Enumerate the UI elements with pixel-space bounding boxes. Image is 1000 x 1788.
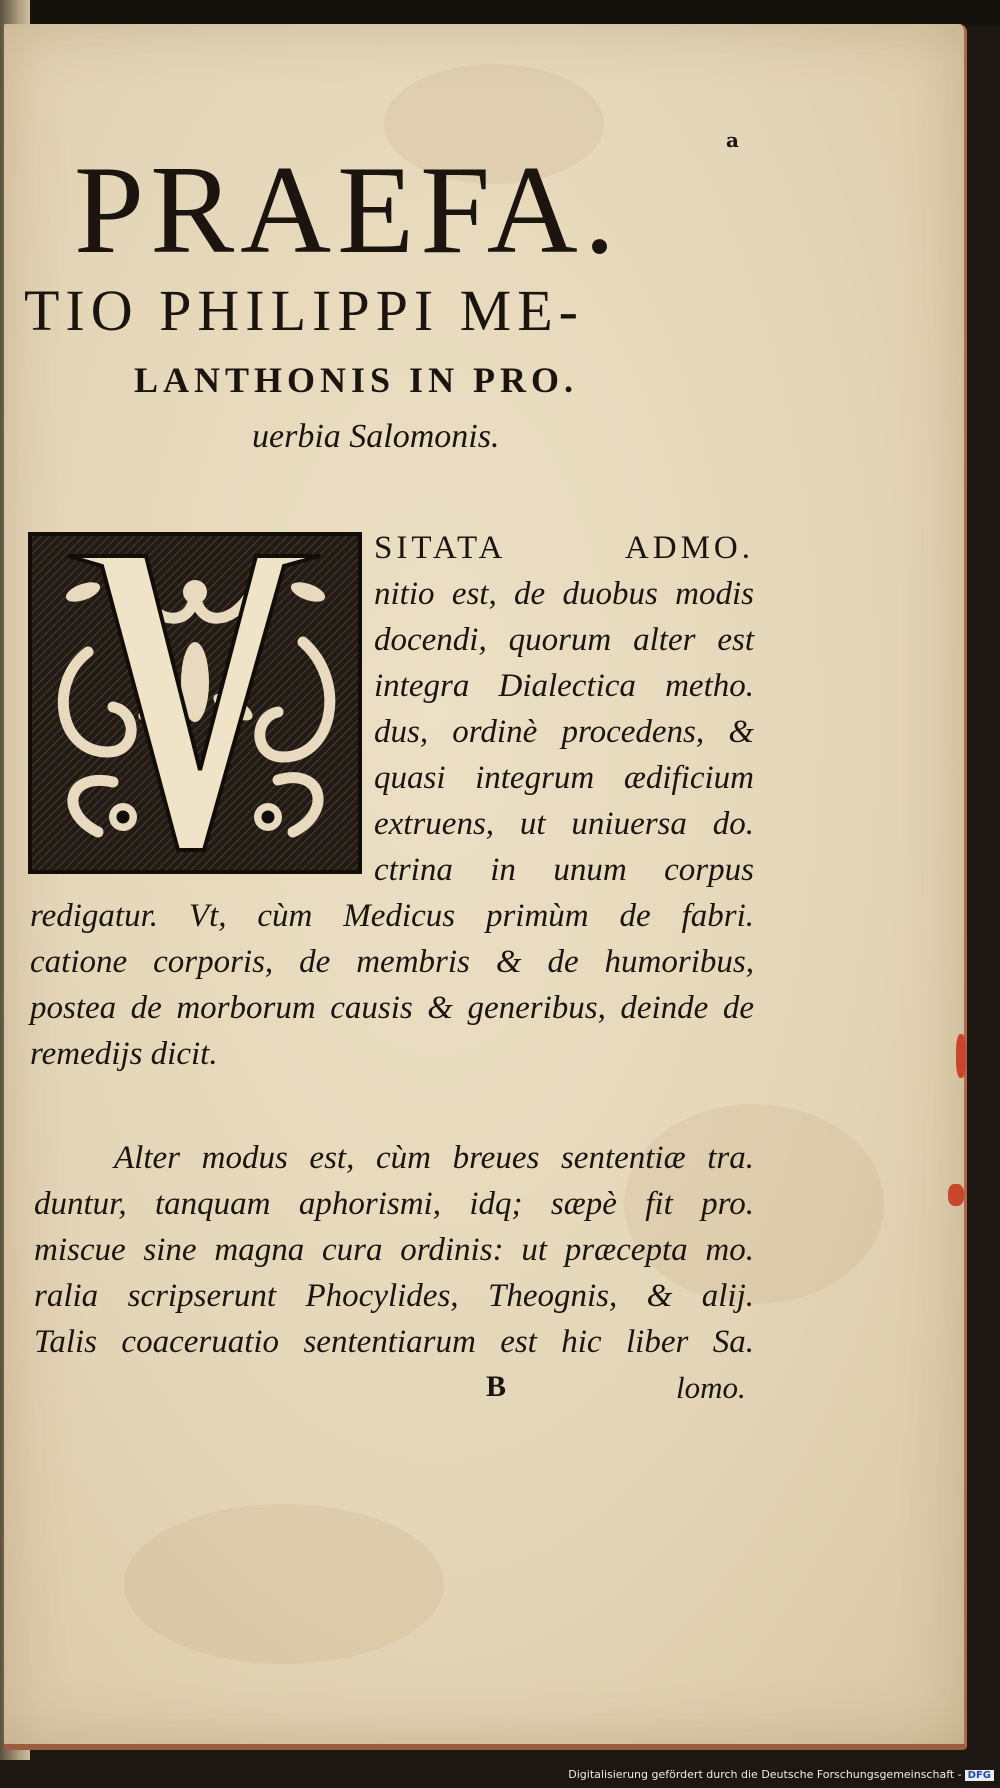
text-line: ctrina in unum corpus bbox=[374, 852, 754, 888]
signature-mark: B bbox=[486, 1370, 507, 1403]
text-line: miscue sine magna cura ordinis: ut præcepta mo. bbox=[34, 1232, 754, 1268]
text-line: nitio est, de duobus modis bbox=[374, 576, 754, 612]
text-line: quasi integrum ædificium bbox=[374, 760, 754, 796]
red-edge-mark bbox=[948, 1184, 964, 1206]
text-line: Alter modus est, cùm breues sententiæ tra. bbox=[114, 1140, 754, 1176]
dfg-logo: DFG bbox=[965, 1770, 994, 1781]
text-line: ralia scripserunt Phocylides, Theognis, & alij. bbox=[34, 1278, 754, 1314]
credit-text: Digitalisierung gefördert durch die Deutsche Forschungsgemeinschaft - bbox=[568, 1768, 962, 1781]
paper-stain bbox=[124, 1504, 444, 1664]
woodcut-initial-image bbox=[28, 532, 362, 874]
red-edge-mark bbox=[956, 1034, 966, 1078]
title-line-4: uerbia Salomonis. bbox=[252, 418, 500, 455]
title-line-2: TIO PHILIPPI ME- bbox=[24, 278, 584, 343]
text-line: redigatur. Vt, cùm Medicus primùm de fabri. bbox=[30, 898, 754, 934]
text-line: remedijs dicit. bbox=[30, 1036, 218, 1072]
text-line: postea de morborum causis & generibus, deinde de bbox=[30, 990, 754, 1026]
text-line: docendi, quorum alter est bbox=[374, 622, 754, 658]
text-line: integra Dialectica metho. bbox=[374, 668, 754, 704]
catchword: lomo. bbox=[676, 1370, 746, 1405]
digitization-credit bbox=[568, 1768, 994, 1781]
text-line: duntur, tanquam aphorismi, idq; sæpè fit pro. bbox=[34, 1186, 754, 1222]
text-line: catione corporis, de membris & de humoribus, bbox=[30, 944, 754, 980]
text-line: Talis coaceruatio sententiarum est hic liber Sa. bbox=[34, 1324, 754, 1360]
decorated-initial-v bbox=[28, 532, 362, 874]
title-line-3: LANTHONIS IN PRO. bbox=[134, 360, 579, 400]
text-line: dus, ordinè procedens, & bbox=[374, 714, 754, 750]
title-line-1: PRAEFA. bbox=[74, 141, 622, 280]
text-line: extruens, ut uniuersa do. bbox=[374, 806, 754, 842]
signature-top: a bbox=[726, 128, 739, 152]
text-line: SITATA ADMO. bbox=[374, 530, 754, 566]
scan-top-shadow bbox=[0, 0, 1000, 26]
